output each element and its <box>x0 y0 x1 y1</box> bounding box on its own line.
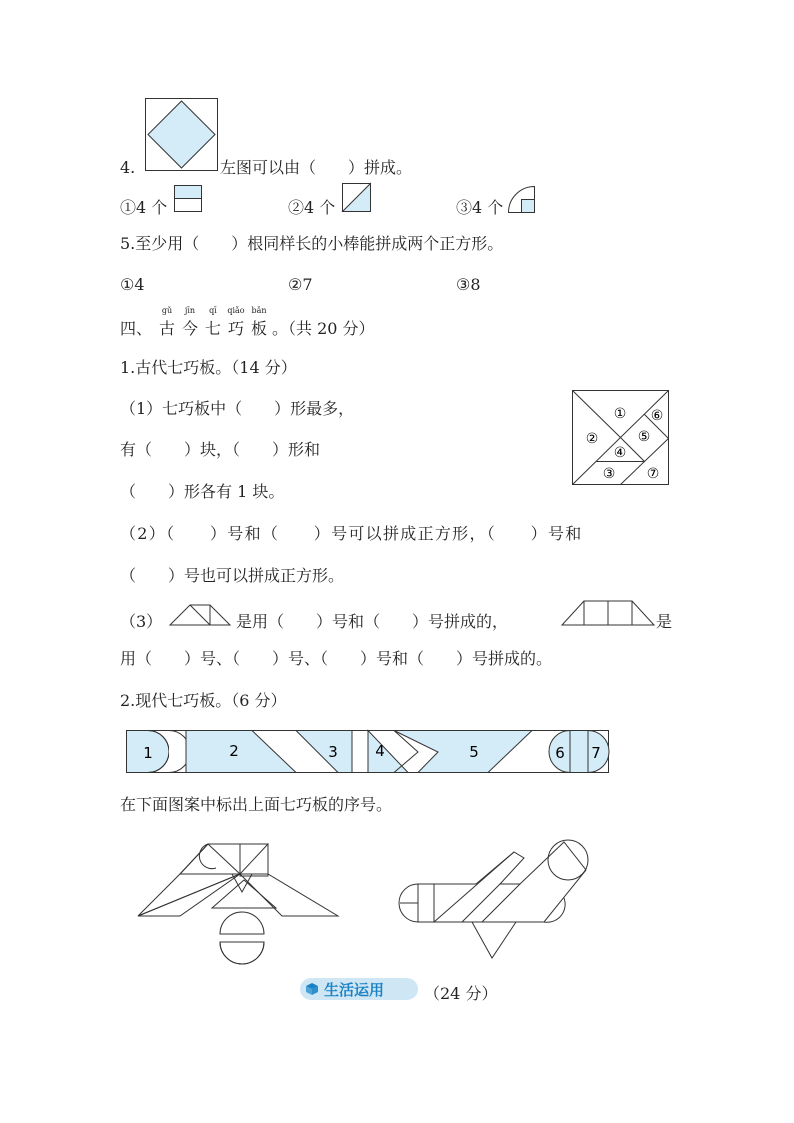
tangram-label-2: ② <box>585 431 599 447</box>
strip-label-5: 5 <box>469 743 479 761</box>
q4-option-3: ③4 个 <box>456 198 504 217</box>
q4-option-3-shape <box>508 185 538 215</box>
pattern-figure-left <box>136 840 346 964</box>
part1-q2-line1: （2）（ ）号和（ ）号可以拼成正方形，（ ）号和 <box>120 524 583 543</box>
q4-option-2-shape <box>342 183 372 213</box>
ancient-tangram <box>572 390 672 490</box>
part2-title: 2.现代七巧板。（6 分） <box>120 691 287 710</box>
title-char-5: 板 <box>251 319 268 338</box>
tangram-label-4: ④ <box>613 445 627 461</box>
pattern-figure-right <box>396 838 596 964</box>
strip-label-6: 6 <box>555 744 565 762</box>
pinyin-3: qī <box>209 306 217 315</box>
q3-trapezoid-figure <box>560 600 656 628</box>
pinyin-4: qiǎo <box>227 306 245 315</box>
tangram-label-5: ⑤ <box>637 429 651 445</box>
q4-stem: 左图可以由（ ）拼成。 <box>220 158 413 177</box>
q5-option-1: ①4 <box>120 275 145 294</box>
part2-instruction: 在下面图案中标出上面七巧板的序号。 <box>120 795 393 814</box>
q4-option-1-shape <box>174 185 204 215</box>
section4-ruby <box>155 306 275 342</box>
tangram-label-3: ③ <box>602 466 616 482</box>
part1-q3-c: 是 <box>656 612 673 631</box>
part1-q3-line2: 用（ ）号、（ ）号、（ ）号和（ ）号拼成的。 <box>120 649 553 668</box>
part1-q3-b: 是用（ ）号和（ ）号拼成的， <box>236 612 509 631</box>
q4-number: 4. <box>120 158 136 177</box>
footer-score: （24 分） <box>424 984 498 1003</box>
pinyin-5: bǎn <box>251 306 267 315</box>
section4-prefix: 四、 <box>120 319 153 338</box>
section4-suffix: 。（共 20 分） <box>272 319 375 338</box>
strip-label-3: 3 <box>328 743 338 761</box>
part1-q2-line2: （ ）号也可以拼成正方形。 <box>120 566 345 585</box>
strip-label-4: 4 <box>375 742 385 760</box>
strip-label-1: 1 <box>143 744 153 762</box>
modern-tangram-strip <box>126 730 610 774</box>
q4-option-1: ①4 个 <box>120 198 168 217</box>
part1-q1-line3: （ ）形各有 1 块。 <box>120 482 285 501</box>
part1-q3-a: （3） <box>120 612 163 631</box>
part1-title: 1.古代七巧板。（14 分） <box>120 358 297 377</box>
strip-label-7: 7 <box>591 744 601 762</box>
badge-label: 生活运用 <box>324 981 385 999</box>
tangram-label-1: ① <box>613 406 627 422</box>
tangram-label-7: ⑦ <box>646 466 660 482</box>
q5-stem: 5.至少用（ ）根同样长的小棒能拼成两个正方形。 <box>120 234 504 253</box>
title-char-3: 七 <box>205 319 222 338</box>
q5-option-3: ③8 <box>456 275 481 294</box>
part1-q1-line1: （1）七巧板中（ ）形最多， <box>120 399 355 418</box>
section-badge <box>300 978 418 1000</box>
title-char-2: 今 <box>182 319 199 338</box>
q3-parallelogram-figure <box>170 604 234 628</box>
cube-icon <box>306 983 318 995</box>
q5-option-2: ②7 <box>288 275 313 294</box>
pinyin-2: jīn <box>184 306 196 315</box>
title-char-4: 巧 <box>228 319 245 338</box>
strip-label-2: 2 <box>229 742 239 760</box>
title-char-1: 古 <box>159 319 176 338</box>
pinyin-1: gǔ <box>161 306 173 315</box>
tangram-label-6: ⑥ <box>650 408 664 424</box>
q4-option-2: ②4 个 <box>288 198 336 217</box>
q4-square-figure <box>145 98 219 172</box>
part1-q1-line2: 有（ ）块，（ ）形和 <box>120 440 321 459</box>
